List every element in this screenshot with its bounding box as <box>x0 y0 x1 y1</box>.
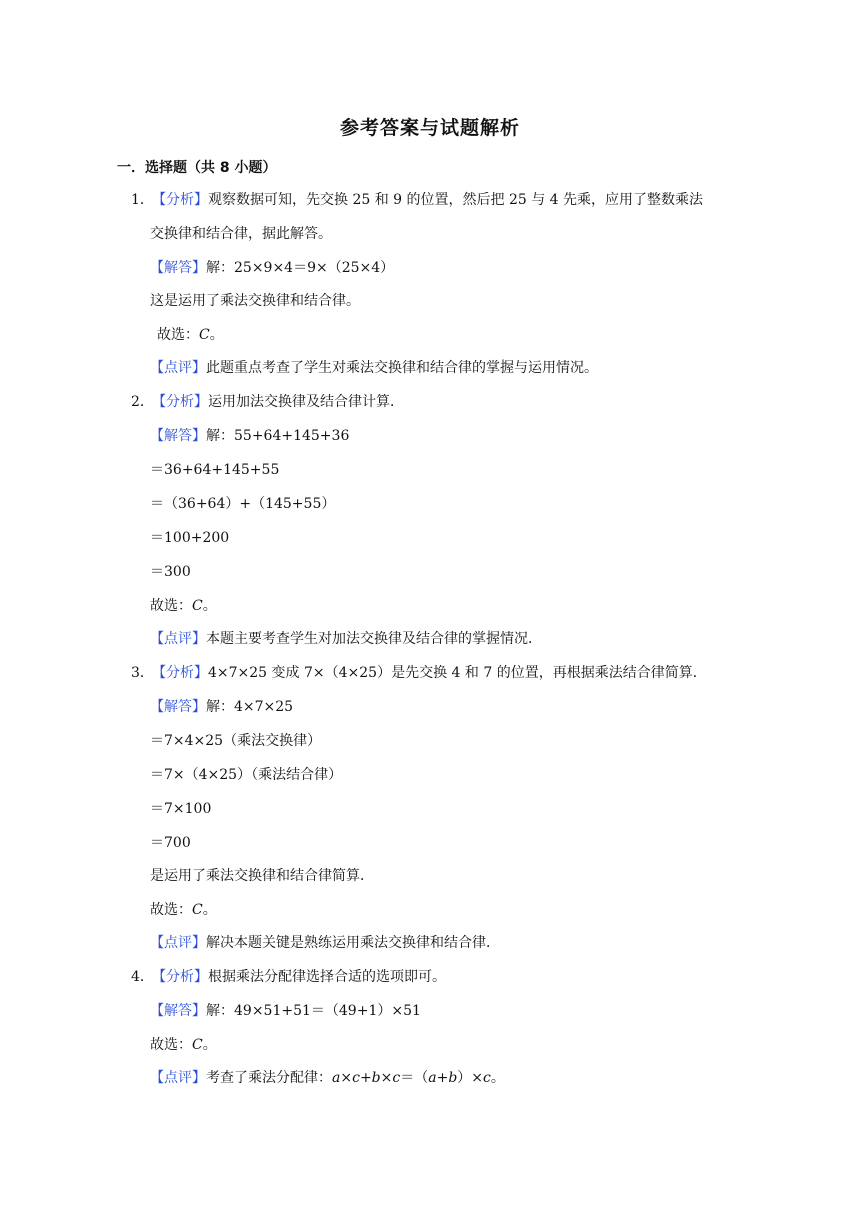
question-number: 4． <box>131 969 154 985</box>
question-number: 3． <box>131 665 154 681</box>
comment-line <box>150 629 542 649</box>
analysis-tag: 【分析】 <box>152 192 208 208</box>
answer-tag: 【解答】 <box>150 699 206 715</box>
solution-step: ＝700 <box>150 835 191 851</box>
formula-a: a <box>332 1070 341 1086</box>
analysis-text: 运用加法交换律及结合律计算． <box>208 394 404 410</box>
answer-tag: 【解答】 <box>150 260 206 276</box>
choice-line <box>150 900 217 920</box>
choice-prefix: 故选： <box>157 327 199 343</box>
comment-prefix: 考查了乘法分配律： <box>206 1070 332 1086</box>
comment-tag: 【点评】 <box>150 631 206 647</box>
choice-suffix: 。 <box>202 1037 217 1053</box>
analysis-text-continued: 交换律和结合律，据此解答。 <box>150 226 332 242</box>
formula-period: 。 <box>490 1070 505 1086</box>
solution-step: ＝36+64+145+55 <box>150 462 280 478</box>
comment-line <box>150 1068 505 1088</box>
answer-line <box>150 426 349 446</box>
analysis-text: 观察数据可知，先交换 25 和 9 的位置，然后把 25 与 4 先乘，应用了整数乘法 <box>208 192 704 208</box>
solution-step: ＝（36+64）+（145+55） <box>150 496 336 512</box>
formula-c: c <box>352 1070 360 1086</box>
analysis-tag: 【分析】 <box>152 969 208 985</box>
choice-suffix: 。 <box>202 598 217 614</box>
formula-times: × <box>340 1070 353 1086</box>
answer-tag: 【解答】 <box>150 1003 206 1019</box>
choice-suffix: 。 <box>209 327 224 343</box>
answer-text: 解：55+64+145+36 <box>206 428 350 444</box>
formula-b: b <box>448 1070 458 1086</box>
solution-step: ＝300 <box>150 564 191 580</box>
solution-step: ＝7×100 <box>150 801 212 817</box>
analysis-tag: 【分析】 <box>152 394 208 410</box>
solution-step: ＝7×（4×25）（乘法结合律） <box>150 767 343 783</box>
choice-letter: C <box>192 598 203 614</box>
comment-tag: 【点评】 <box>150 935 206 951</box>
solution-step: 是运用了乘法交换律和结合律简算． <box>150 868 374 884</box>
answer-text: 解：49×51+51＝（49+1）×51 <box>206 1003 421 1019</box>
answer-line <box>150 697 293 717</box>
formula-a: a <box>428 1070 437 1086</box>
analysis-tag: 【分析】 <box>152 665 208 681</box>
analysis-line <box>152 663 707 683</box>
formula-plus: + <box>436 1070 449 1086</box>
comment-line <box>150 933 500 953</box>
choice-prefix: 故选： <box>150 902 192 918</box>
answer-line <box>150 258 394 278</box>
choice-prefix: 故选： <box>150 598 192 614</box>
choice-letter: C <box>192 1037 203 1053</box>
solution-step: 这是运用了乘法交换律和结合律。 <box>150 293 360 309</box>
choice-suffix: 。 <box>202 902 217 918</box>
answer-text: 解：25×9×4＝9×（25×4） <box>206 260 395 276</box>
comment-tag: 【点评】 <box>150 360 206 376</box>
formula-plus: + <box>359 1070 372 1086</box>
comment-line <box>150 358 598 378</box>
page-title: 参考答案与试题解析 <box>339 117 520 139</box>
formula-c: c <box>483 1070 491 1086</box>
formula-close-times: ）× <box>457 1070 484 1086</box>
analysis-text: 4×7×25 变成 7×（4×25）是先交换 4 和 7 的位置，再根据乘法结合律简算． <box>208 665 707 681</box>
choice-line <box>150 1035 217 1055</box>
choice-line <box>150 596 217 616</box>
comment-text: 解决本题关键是熟练运用乘法交换律和结合律． <box>206 935 500 951</box>
solution-step: ＝100+200 <box>150 530 230 546</box>
question-number: 2． <box>131 394 154 410</box>
choice-letter: C <box>192 902 203 918</box>
choice-letter: C <box>199 327 210 343</box>
analysis-line <box>152 190 703 210</box>
answer-line <box>150 1001 421 1021</box>
solution-step: ＝7×4×25（乘法交换律） <box>150 733 322 749</box>
formula-times: × <box>380 1070 393 1086</box>
analysis-line <box>152 392 404 412</box>
comment-text: 此题重点考查了学生对乘法交换律和结合律的掌握与运用情况。 <box>206 360 598 376</box>
section-heading: 一．选择题（共 8 小题） <box>117 160 277 176</box>
analysis-line <box>152 967 446 987</box>
comment-text: 本题主要考查学生对加法交换律及结合律的掌握情况． <box>206 631 542 647</box>
comment-tag: 【点评】 <box>150 1070 206 1086</box>
choice-prefix: 故选： <box>150 1037 192 1053</box>
formula-c: c <box>392 1070 401 1086</box>
formula-equals-paren: ＝（ <box>400 1070 429 1086</box>
choice-line <box>157 325 224 345</box>
answer-tag: 【解答】 <box>150 428 206 444</box>
answer-text: 解：4×7×25 <box>206 699 294 715</box>
formula-b: b <box>371 1070 381 1086</box>
analysis-text: 根据乘法分配律选择合适的选项即可。 <box>208 969 446 985</box>
question-number: 1． <box>131 192 154 208</box>
